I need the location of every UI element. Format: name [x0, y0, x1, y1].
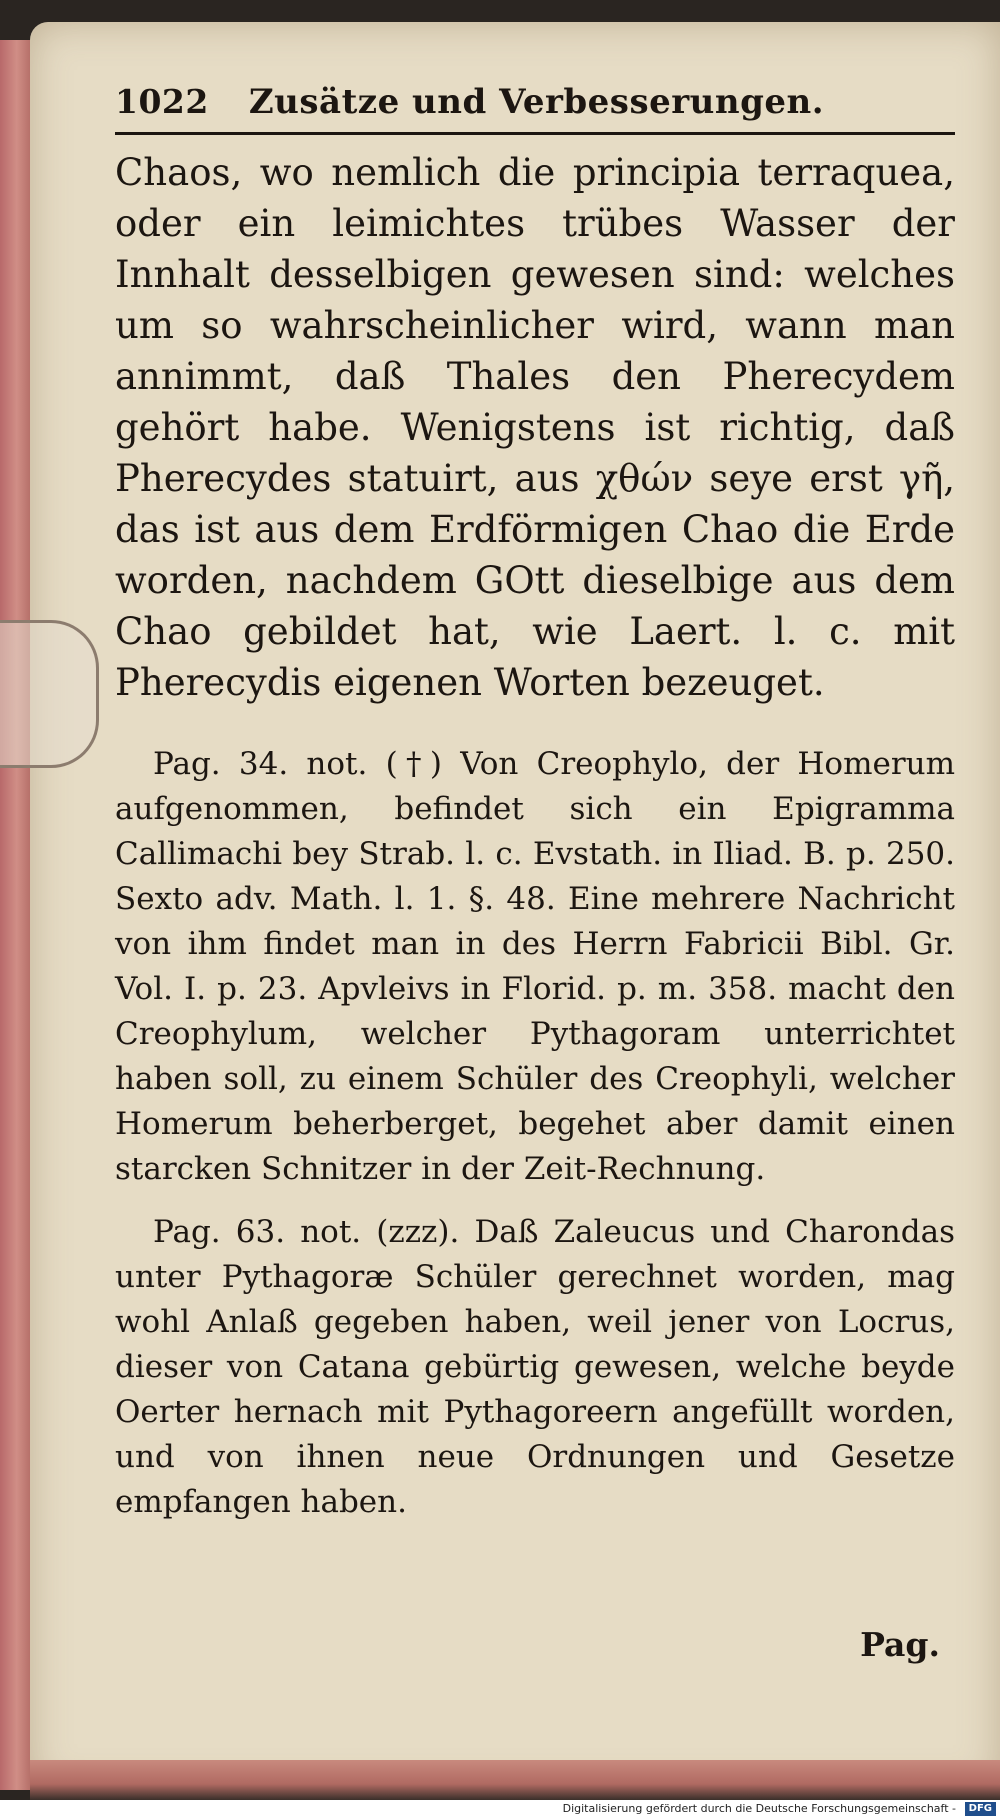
page-content [115, 82, 955, 1543]
page-edge-bottom [30, 1760, 1000, 1800]
main-paragraph: Chaos, wo nemlich die principia terraquea, oder ein leimichtes trübes Wasser der Innhalt desselbigen gewesen sind: welches um so wahrscheinlicher wird, wann man annimmt, daß Thales den Pherecydem gehört habe. Wenigstens ist richtig, daß Pherecydes statuirt, aus χθών seye erst γῆ, das ist aus dem Erdförmigen Chao die Erde worden, nachdem GOtt dieselbige aus dem Chao gebildet hat, wie Laert. l. c. mit Pherecydis eigenen Worten bezeuget. [115, 151, 955, 704]
book-tab [0, 620, 99, 768]
dfg-logo: DFG [965, 1802, 996, 1816]
catchword: Pag. [860, 1625, 940, 1664]
note-paragraph: Pag. 63. not. (zzz). Daß Zaleucus und Charondas unter Pythagoræ Schüler gerechnet worden, mag wohl Anlaß gegeben haben, weil jener von Locrus, dieser von Catana gebürtig gewesen, welche beyde Oerter hernach mit Pythagoreern angefüllt worden, und von ihnen neue Ordnungen und Gesetze empfangen haben. [115, 1214, 955, 1520]
page-header [115, 82, 955, 135]
note-paragraph: Pag. 34. not. (†) Von Creophylo, der Homerum aufgenommen, befindet sich ein Epigramma Callimachi bey Strab. l. c. Evstath. in Iliad. B. p. 250. Sexto adv. Math. l. 1. §. 48. Eine mehrere Nachricht von ihm findet man in des Herrn Fabricii Bibl. Gr. Vol. I. p. 23. Apvleivs in Florid. p. m. 358. macht den Creophylum, welcher Pythagoram unterrichtet haben soll, zu einem Schüler des Creophyli, welcher Homerum beherberget, begehet aber damit einen starcken Schnitzer in der Zeit-Rechnung. [115, 746, 955, 1187]
notes-section [115, 742, 955, 1525]
running-head: Zusätze und Verbesserungen. [248, 82, 825, 122]
digitization-credit: Digitalisierung gefördert durch die Deutsche Forschungsgemeinschaft - [0, 1800, 1000, 1818]
page-number: 1022 [115, 82, 209, 121]
